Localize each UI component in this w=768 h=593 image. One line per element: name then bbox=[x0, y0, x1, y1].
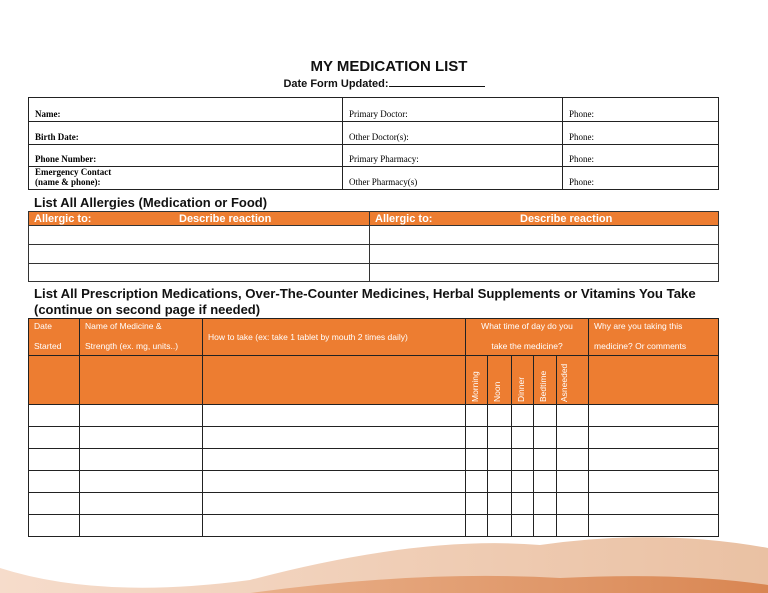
bedtime-cell[interactable] bbox=[534, 427, 557, 449]
medicine-name-cell[interactable] bbox=[80, 471, 203, 493]
date-started-cell[interactable] bbox=[29, 449, 80, 471]
date-started-cell[interactable] bbox=[29, 405, 80, 427]
allergy-cell[interactable] bbox=[370, 226, 719, 245]
noon-cell[interactable] bbox=[488, 405, 512, 427]
date-started-cell[interactable] bbox=[29, 493, 80, 515]
primary-pharmacy-field[interactable]: Primary Pharmacy: bbox=[343, 145, 563, 167]
how-to-take-header bbox=[203, 319, 466, 356]
bedtime-cell[interactable] bbox=[534, 515, 557, 537]
medications-heading: List All Prescription Medications, Over-The-Counter Medicines, Herbal Supplements or Vitamins You Take bbox=[34, 286, 696, 301]
dinner-cell[interactable] bbox=[512, 515, 534, 537]
reason-cell[interactable] bbox=[589, 427, 719, 449]
bedtime-cell[interactable] bbox=[534, 449, 557, 471]
morning-cell[interactable] bbox=[466, 405, 488, 427]
table-row bbox=[29, 493, 719, 515]
phone-field[interactable]: Phone: bbox=[563, 122, 719, 145]
describe-reaction-label: Describe reaction bbox=[520, 212, 613, 225]
medicine-name-cell[interactable] bbox=[80, 427, 203, 449]
date-started-cell[interactable] bbox=[29, 471, 80, 493]
time-of-day-header bbox=[466, 319, 589, 356]
other-doctor-field[interactable]: Other Doctor(s): bbox=[343, 122, 563, 145]
phone-field[interactable]: Phone: bbox=[563, 145, 719, 167]
bedtime-cell[interactable] bbox=[534, 405, 557, 427]
how-to-take-cell[interactable] bbox=[203, 471, 466, 493]
phone-field[interactable]: Phone: bbox=[563, 167, 719, 190]
phone-number-field[interactable]: Phone Number: bbox=[29, 145, 343, 167]
asneeded-cell[interactable] bbox=[557, 405, 589, 427]
medicine-name-cell[interactable] bbox=[80, 449, 203, 471]
bedtime-cell[interactable] bbox=[534, 471, 557, 493]
asneeded-cell[interactable] bbox=[557, 515, 589, 537]
allergy-cell[interactable] bbox=[29, 264, 370, 282]
table-row bbox=[29, 449, 719, 471]
header-blank bbox=[203, 356, 466, 405]
header-text: Strength (ex. mg, units..) bbox=[85, 341, 179, 351]
date-started-cell[interactable] bbox=[29, 427, 80, 449]
morning-cell[interactable] bbox=[466, 427, 488, 449]
noon-cell[interactable] bbox=[488, 471, 512, 493]
time-bedtime-header bbox=[534, 356, 557, 405]
page-title: MY MEDICATION LIST bbox=[310, 58, 468, 75]
how-to-take-cell[interactable] bbox=[203, 515, 466, 537]
phone-field[interactable]: Phone: bbox=[563, 98, 719, 122]
header-text: Asneeded bbox=[559, 363, 569, 402]
noon-cell[interactable] bbox=[488, 493, 512, 515]
how-to-take-cell[interactable] bbox=[203, 493, 466, 515]
how-to-take-cell[interactable] bbox=[203, 427, 466, 449]
emergency-contact-field[interactable] bbox=[29, 167, 343, 190]
asneeded-cell[interactable] bbox=[557, 449, 589, 471]
morning-cell[interactable] bbox=[466, 515, 488, 537]
allergies-heading: List All Allergies (Medication or Food) bbox=[34, 195, 268, 210]
dinner-cell[interactable] bbox=[512, 493, 534, 515]
reason-cell[interactable] bbox=[589, 449, 719, 471]
dinner-cell[interactable] bbox=[512, 471, 534, 493]
primary-doctor-field[interactable]: Primary Doctor: bbox=[343, 98, 563, 122]
how-to-take-cell[interactable] bbox=[203, 405, 466, 427]
allergic-to-label: Allergic to: bbox=[375, 212, 433, 225]
noon-cell[interactable] bbox=[488, 427, 512, 449]
table-row bbox=[29, 405, 719, 427]
table-row bbox=[29, 471, 719, 493]
noon-cell[interactable] bbox=[488, 515, 512, 537]
header-text: Date bbox=[34, 321, 52, 331]
birth-date-field[interactable]: Birth Date: bbox=[29, 122, 343, 145]
allergies-table bbox=[28, 211, 719, 282]
date-label: Date Form Updated: bbox=[283, 78, 389, 90]
medications-subheading: (continue on second page if needed) bbox=[34, 302, 261, 317]
bedtime-cell[interactable] bbox=[534, 493, 557, 515]
medicine-name-header bbox=[80, 319, 203, 356]
table-row bbox=[29, 515, 719, 537]
asneeded-cell[interactable] bbox=[557, 427, 589, 449]
header-text: medicine? Or comments bbox=[594, 341, 687, 351]
header-text: Bedtime bbox=[538, 370, 548, 402]
reason-header bbox=[589, 319, 719, 356]
reason-cell[interactable] bbox=[589, 471, 719, 493]
header-blank bbox=[589, 356, 719, 405]
other-pharmacy-field[interactable]: Other Pharmacy(s) bbox=[343, 167, 563, 190]
dinner-cell[interactable] bbox=[512, 427, 534, 449]
reason-cell[interactable] bbox=[589, 405, 719, 427]
date-form-updated bbox=[0, 77, 768, 90]
allergy-cell[interactable] bbox=[29, 226, 370, 245]
header-text: Morning bbox=[470, 371, 480, 402]
medicine-name-cell[interactable] bbox=[80, 405, 203, 427]
reason-cell[interactable] bbox=[589, 493, 719, 515]
morning-cell[interactable] bbox=[466, 493, 488, 515]
allergic-to-label: Allergic to: bbox=[34, 212, 92, 225]
time-dinner-header bbox=[512, 356, 534, 405]
emergency-contact-sublabel: (name & phone): bbox=[35, 177, 101, 187]
header-text: Started bbox=[34, 341, 62, 351]
header-text: Why are you taking this bbox=[594, 321, 683, 331]
noon-cell[interactable] bbox=[488, 449, 512, 471]
medicine-name-cell[interactable] bbox=[80, 493, 203, 515]
date-field[interactable] bbox=[389, 77, 485, 87]
header-blank bbox=[80, 356, 203, 405]
time-asneeded-header bbox=[557, 356, 589, 405]
name-field[interactable]: Name: bbox=[29, 98, 343, 122]
time-noon-header bbox=[488, 356, 512, 405]
header-text: How to take (ex: take 1 tablet by mouth 2 times daily) bbox=[208, 332, 408, 342]
time-morning-header bbox=[466, 356, 488, 405]
allergy-cell[interactable] bbox=[29, 245, 370, 264]
how-to-take-cell[interactable] bbox=[203, 449, 466, 471]
asneeded-cell[interactable] bbox=[557, 471, 589, 493]
header-text: Name of Medicine & bbox=[85, 321, 162, 331]
table-row bbox=[29, 427, 719, 449]
medicine-name-cell[interactable] bbox=[80, 515, 203, 537]
allergy-cell[interactable] bbox=[370, 264, 719, 282]
allergy-cell[interactable] bbox=[370, 245, 719, 264]
header-text: Noon bbox=[492, 381, 502, 402]
header-text: take the medicine? bbox=[491, 341, 563, 351]
allergy-header-left bbox=[29, 212, 370, 226]
header-text: Dinner bbox=[516, 376, 526, 402]
date-started-cell[interactable] bbox=[29, 515, 80, 537]
morning-cell[interactable] bbox=[466, 449, 488, 471]
dinner-cell[interactable] bbox=[512, 449, 534, 471]
morning-cell[interactable] bbox=[466, 471, 488, 493]
describe-reaction-label: Describe reaction bbox=[179, 212, 272, 225]
dinner-cell[interactable] bbox=[512, 405, 534, 427]
allergy-header-right bbox=[370, 212, 719, 226]
medications-table bbox=[28, 318, 719, 537]
asneeded-cell[interactable] bbox=[557, 493, 589, 515]
header-blank bbox=[29, 356, 80, 405]
reason-cell[interactable] bbox=[589, 515, 719, 537]
date-started-header bbox=[29, 319, 80, 356]
emergency-contact-label: Emergency Contact bbox=[35, 167, 112, 177]
header-text: What time of day do you bbox=[481, 321, 573, 331]
personal-info-table bbox=[28, 97, 719, 190]
